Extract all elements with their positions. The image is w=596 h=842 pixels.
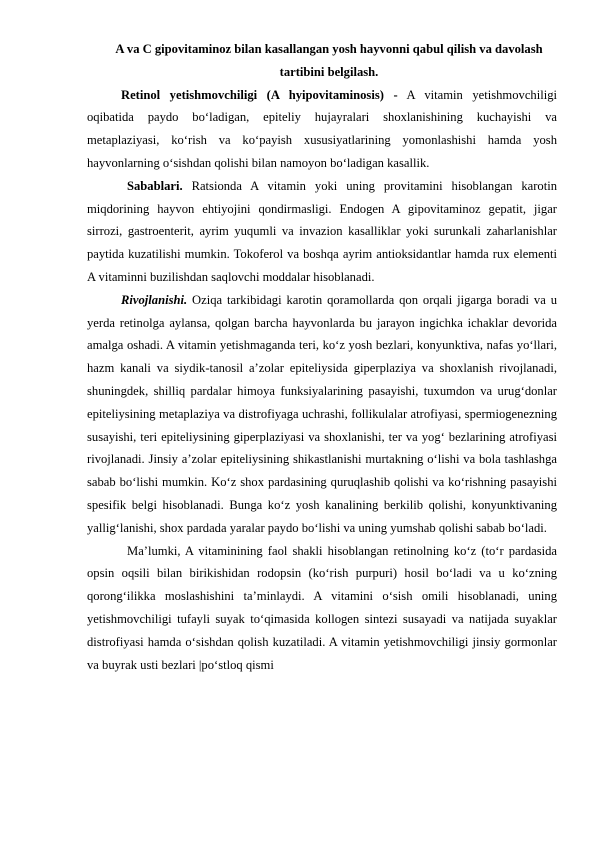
paragraph-text: Oziqa tarkibidagi karotin qoramollarda qon orqali jigarga boradi va u yerda retinolga aylansa, qolgan barcha hayvonlarda bu jarayon ingichka ichaklar devorida amalga oshadi. A vitamin yetishmaganda teri, ko‘z yosh bezlari, konyunktiva, nafas yo‘llari, hazm kanali va siydik-tanosil a’zolar epiteliysida giperplaziya va shoxlanish rivojlanadi, shuningdek, shilliq pardalar himoya funksiyalarining pasayishi, tuxumdon va urug‘donlar epiteliysining metaplaziya va distrofiyaga uchrashi, follikulalar atrofiyasi, spermiogenezning susayishi, teri epiteliysining giperplaziyasi va shoxlanishi, ter va yog‘ bezlarining atrofiyasi rivojlanadi. Jinsiy a’zolar epiteliysining shikastlanishi murtakning o‘lishi va bola tashlashga sabab bo‘lishi mumkin. Ko‘z shox pardasining quruqlashib qolishi va ko‘rishning pasayishi spesifik belgi hisoblanadi. Bunga ko‘z yosh kanalining berkilib qolishi, konyunktivaning yallig‘lanishi, shox pardada yaralar paydo bo‘lishi va uning yumshab qolishi sabab bo‘ladi. <box>87 292 557 535</box>
paragraph-text: Ratsionda A vitamin yoki uning provitamini hisoblangan karotin miqdorining hayvon ehtiyojini qondirmasligi. Endogen A gipovitaminoz gepatit, jigar sirrozi, gastroenterit, ayrim yuqumli va invazion kasalliklar yoki surunkali zaharlanishlar paytida kuzatilishi mumkin. Tokoferol va boshqa ayrim antioksidantlar hamda rux elementi A vitaminni buzilishdan saqlovchi moddalar hisoblanadi. <box>87 178 557 284</box>
paragraph-text: A vitamin yetishmovchiligi oqibatida paydo bo‘ladigan, epiteliy hujayralari shoxlanishining kuchayishi va metaplaziyasi, ko‘rish va ko‘payish xususiyatlarining yomonlashishi hamda yosh hayvonlarning o‘sishdan qolishi bilan namoyon bo‘ladigan kasallik. <box>87 87 558 170</box>
paragraph-causes <box>87 175 557 289</box>
term-heading: Retinol yetishmovchiligi (A hyipovitaminosis) - <box>121 87 398 102</box>
document-title: A va C gipovitaminoz bilan kasallangan yosh hayvonni qabul qilish va davolash tartibini belgilash. <box>115 42 543 79</box>
paragraph-definition <box>87 84 557 175</box>
document-page <box>87 38 557 676</box>
paragraph-retinol-function: Ma’lumki, A vitaminining faol shakli hisoblangan retinolning ko‘z (to‘r pardasida opsin oqsili bilan birikishidan rodopsin (ko‘rish purpuri) hosil bo‘ladi va u ko‘zning qorong‘ilikka moslashishini ta’minlaydi. A vitamini o‘sish omili hisoblanadi, uning yetishmovchiligi tufayli suyak to‘qimasida kollogen sintezi susayadi va natijada suyaklar distrofiyasi hamda o‘sishdan qolish kuzatiladi. A vitamin yetishmovchiligi jinsiy gormonlar va buyrak usti bezlari |po‘stloq qismi <box>87 543 557 672</box>
paragraph-development <box>87 289 557 540</box>
section-heading-causes: Sabablari. <box>127 178 183 193</box>
section-heading-development: Rivojlanishi. <box>121 292 188 307</box>
